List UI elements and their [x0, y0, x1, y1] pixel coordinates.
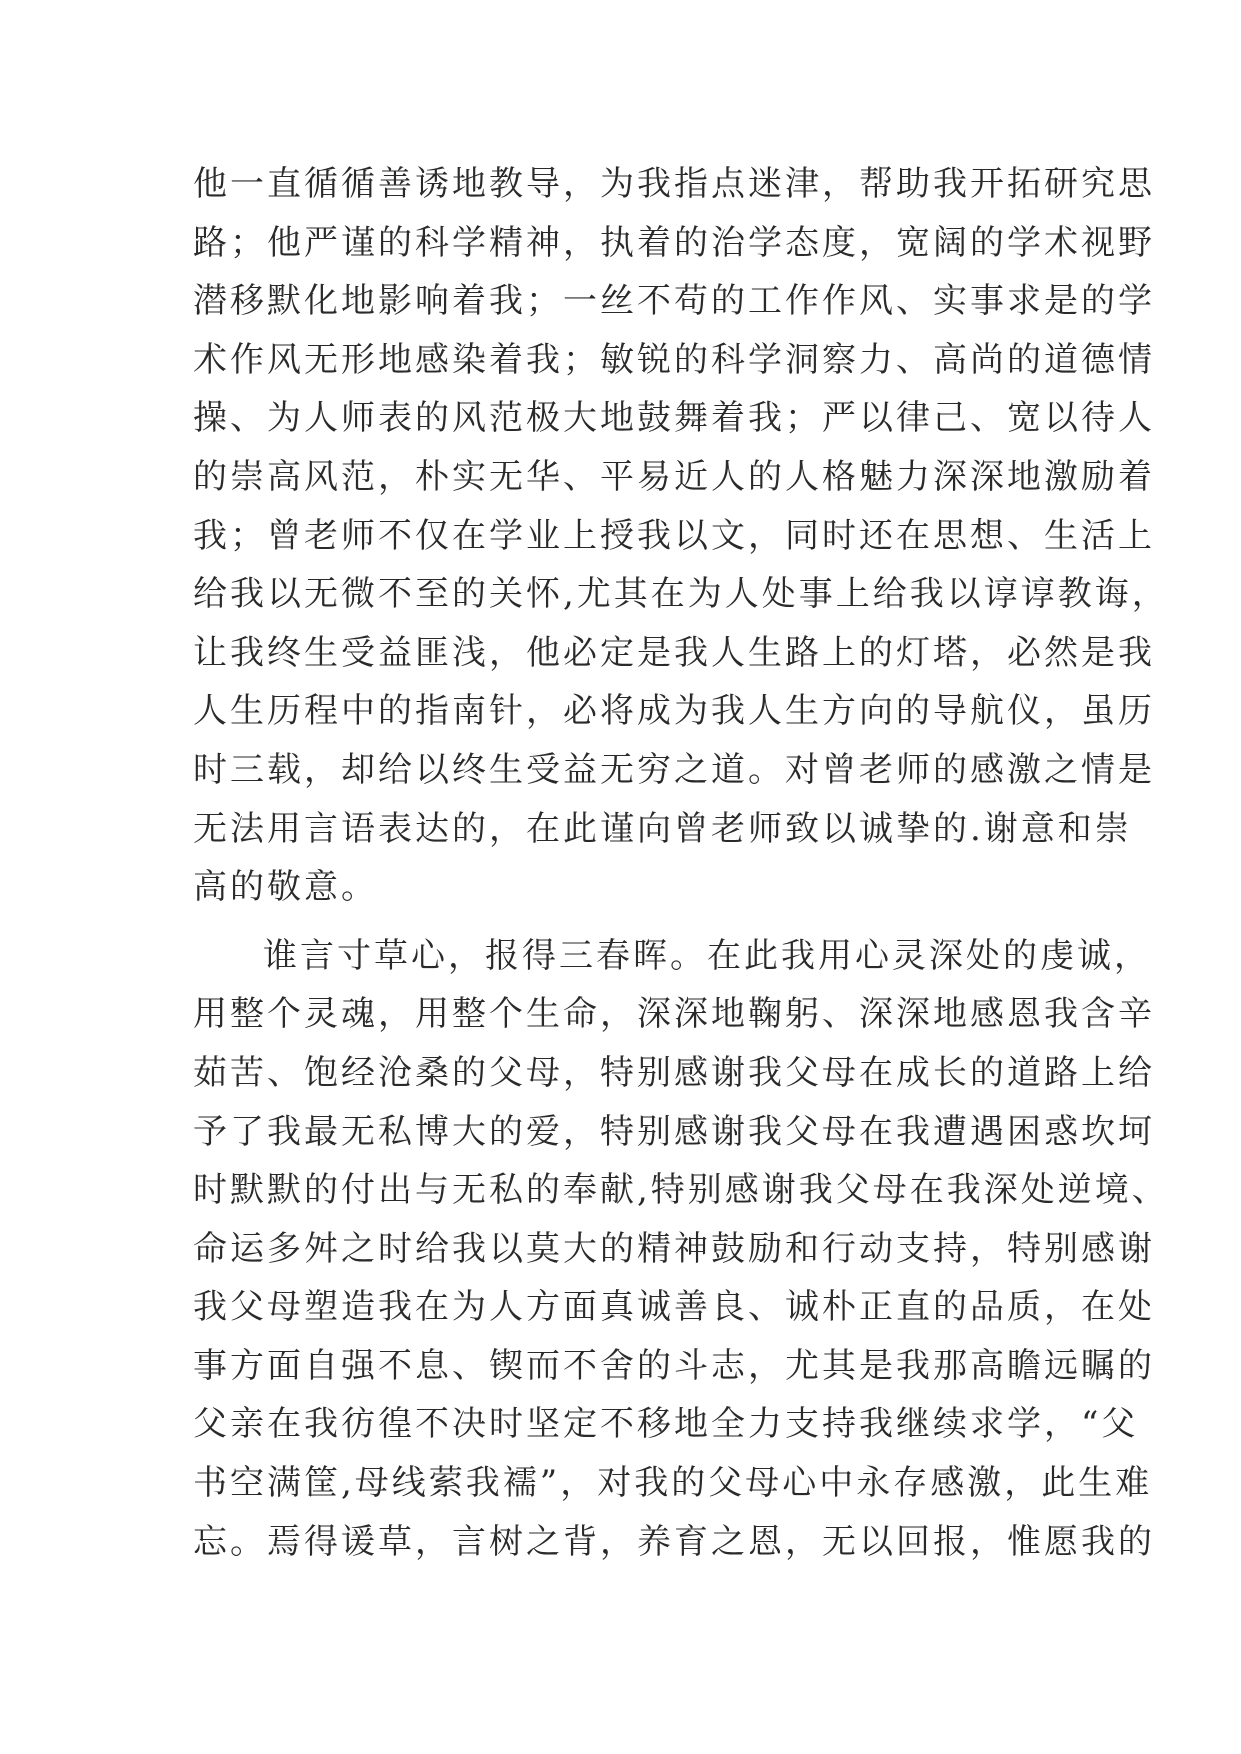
text-line: 给我以无微不至的关怀,尤其在为人处事上给我以谆谆教诲，	[193, 574, 1169, 615]
text-line: 路；他严谨的科学精神，执着的治学态度，宽阔的学术视野	[193, 222, 1155, 263]
text-line: 命运多舛之时给我以莫大的精神鼓励和行动支持，特别感谢	[193, 1228, 1155, 1269]
text-line: 潜移默化地影响着我；一丝不苟的工作作风、实事求是的学	[193, 281, 1155, 322]
text-line: 高的敬意。	[193, 867, 378, 908]
text-line: 操、为人师表的风范极大地鼓舞着我；严以律己、宽以待人	[193, 398, 1155, 439]
text-line: 茹苦、饱经沧桑的父母，特别感谢我父母在成长的道路上给	[193, 1052, 1155, 1093]
text-line: 术作风无形地感染着我；敏锐的科学洞察力、高尚的道德情	[193, 339, 1155, 380]
text-line: 父亲在我彷徨不决时坚定不移地全力支持我继续求学，“父	[193, 1404, 1139, 1445]
paragraph-2	[193, 927, 1169, 1572]
text-line-indented: 谁言寸草心，报得三春晖。在此我用心灵深处的虔诚，	[263, 935, 1151, 976]
text-line: 无法用言语表达的，在此谨向曾老师致以诚挚的.谢意和崇	[193, 808, 1132, 849]
text-line: 忘。焉得谖草，言树之背，养育之恩，无以回报，惟愿我的	[193, 1521, 1155, 1562]
text-line: 人生历程中的指南针，必将成为我人生方向的导航仪，虽历	[193, 691, 1155, 732]
text-line: 事方面自强不息、锲而不舍的斗志，尤其是我那高瞻远瞩的	[193, 1345, 1155, 1386]
text-line: 的崇高风范，朴实无华、平易近人的人格魅力深深地激励着	[193, 456, 1155, 497]
paragraph-1	[193, 155, 1169, 917]
body-text	[193, 155, 1169, 1571]
paragraph-spacing	[193, 917, 1053, 927]
text-line: 我父母塑造我在为人方面真诚善良、诚朴正直的品质，在处	[193, 1287, 1155, 1328]
text-line: 我；曾老师不仅在学业上授我以文，同时还在思想、生活上	[193, 515, 1155, 556]
text-line: 时三载，却给以终生受益无穷之道。对曾老师的感激之情是	[193, 749, 1155, 790]
text-line: 予了我最无私博大的爱，特别感谢我父母在我遭遇困惑坎坷	[193, 1111, 1155, 1152]
text-line: 用整个灵魂，用整个生命，深深地鞠躬、深深地感恩我含辛	[193, 994, 1155, 1035]
text-line: 他一直循循善诱地教导，为我指点迷津，帮助我开拓研究思	[193, 164, 1155, 204]
text-line: 时默默的付出与无私的奉献,特别感谢我父母在我深处逆境、	[193, 1170, 1169, 1211]
text-line: 书空满筐,母线萦我襦”，对我的父母心中永存感激，此生难	[193, 1463, 1153, 1504]
text-line: 让我终生受益匪浅，他必定是我人生路上的灯塔，必然是我	[193, 632, 1155, 673]
